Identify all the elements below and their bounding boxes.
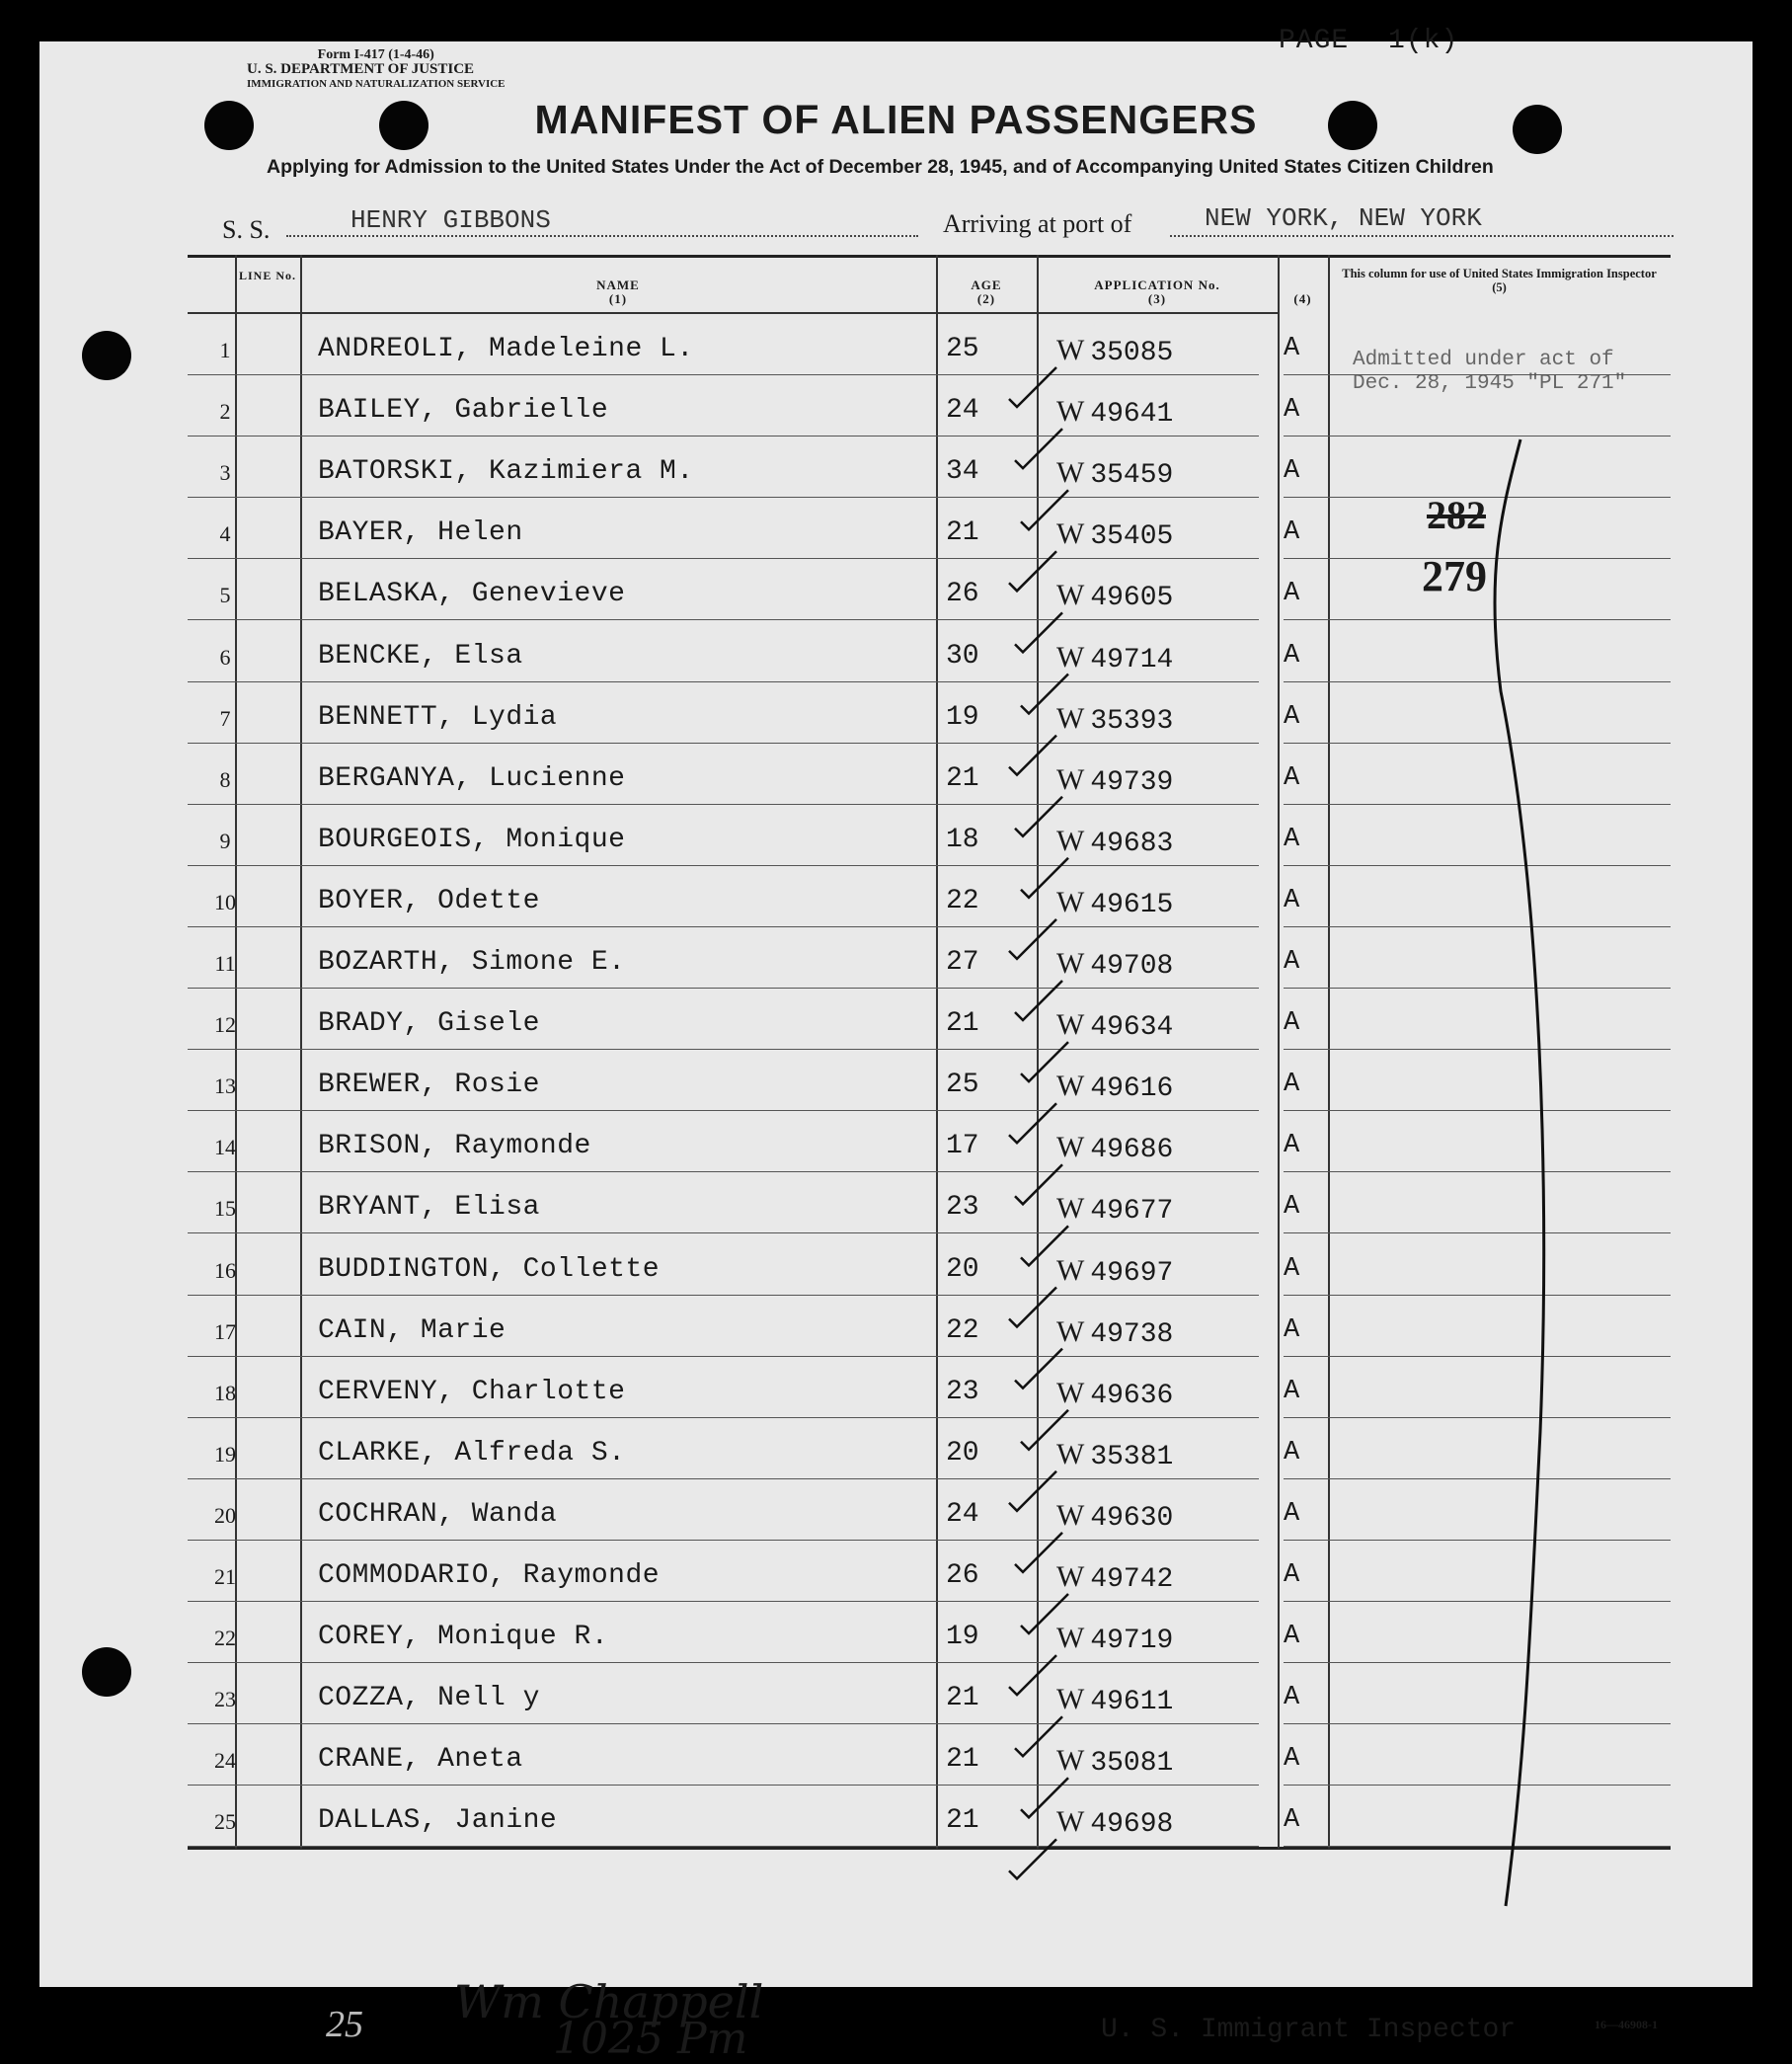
port-dotted-line	[1170, 235, 1674, 237]
passenger-age: 27	[946, 947, 979, 978]
header-col4	[1278, 292, 1328, 306]
passenger-age: 22	[946, 1314, 979, 1346]
application-prefix: W	[1056, 762, 1085, 796]
header-col4-number: (4)	[1293, 291, 1312, 306]
application-number	[1056, 947, 1173, 982]
admission-class: A	[1284, 395, 1300, 426]
application-prefix: W	[1056, 1560, 1085, 1593]
application-digits: 49616	[1090, 1073, 1174, 1105]
passenger-name: COCHRAN, Wanda	[318, 1498, 558, 1530]
page-indicator	[1279, 26, 1458, 56]
admission-class: A	[1284, 456, 1300, 487]
table-row	[188, 1111, 1671, 1172]
line-number: 17	[214, 1318, 236, 1344]
table-row	[188, 1663, 1671, 1724]
table-row	[188, 1479, 1671, 1541]
application-number	[1056, 1377, 1173, 1411]
application-digits: 49630	[1090, 1502, 1174, 1534]
application-prefix: W	[1056, 1498, 1085, 1532]
passenger-name: BRADY, Gisele	[318, 1008, 540, 1040]
faint-mark: 25	[326, 2004, 363, 2045]
line-number: 8	[219, 766, 231, 792]
passenger-age: 22	[946, 885, 979, 916]
port-label: Arriving at port of	[943, 209, 1132, 238]
passenger-age: 21	[946, 762, 979, 794]
table-row	[188, 498, 1671, 559]
application-prefix: W	[1056, 824, 1085, 857]
application-number	[1056, 1622, 1173, 1656]
application-prefix: W	[1056, 579, 1085, 612]
application-digits: 49677	[1090, 1196, 1174, 1228]
passenger-name: COMMODARIO, Raymonde	[318, 1560, 661, 1591]
passenger-name: BOZARTH, Simone E.	[318, 947, 626, 978]
application-prefix: W	[1056, 1253, 1085, 1287]
application-number	[1056, 763, 1173, 798]
line-number: 14	[214, 1135, 236, 1160]
passenger-name: CERVENY, Charlotte	[318, 1376, 626, 1407]
table-row	[188, 1234, 1671, 1296]
admission-class: A	[1284, 517, 1300, 548]
line-number: 6	[219, 644, 231, 670]
application-digits: 49615	[1090, 889, 1174, 920]
application-digits: 49719	[1090, 1626, 1174, 1657]
page-label: PAGE	[1279, 26, 1350, 56]
application-digits: 49683	[1090, 828, 1174, 859]
passenger-count: 279	[1422, 552, 1487, 600]
application-number	[1056, 641, 1173, 675]
application-prefix: W	[1056, 395, 1085, 429]
passenger-age: 17	[946, 1131, 979, 1162]
passenger-age: 21	[946, 1683, 979, 1714]
application-prefix: W	[1056, 947, 1085, 980]
application-number	[1056, 825, 1173, 859]
header-age	[936, 278, 1037, 306]
admission-line1: Admitted under act of	[1353, 349, 1614, 371]
table-row	[188, 621, 1671, 682]
application-number	[1056, 886, 1173, 920]
admission-class: A	[1284, 1131, 1300, 1161]
admission-class: A	[1284, 640, 1300, 671]
passenger-name: COREY, Monique R.	[318, 1622, 609, 1653]
table-row	[188, 375, 1671, 437]
line-number: 25	[214, 1809, 236, 1835]
table-row	[188, 1296, 1671, 1357]
inspector-signature	[454, 1975, 764, 2064]
admission-class: A	[1284, 1192, 1300, 1223]
application-digits: 49611	[1090, 1687, 1174, 1718]
application-number	[1056, 1805, 1173, 1840]
application-number	[1056, 1131, 1173, 1165]
admission-class: A	[1284, 1805, 1300, 1836]
application-number	[1056, 1438, 1173, 1472]
table-row	[188, 559, 1671, 620]
admission-class: A	[1284, 334, 1300, 363]
passenger-age: 20	[946, 1253, 979, 1285]
line-number: 21	[214, 1564, 236, 1589]
admission-class: A	[1284, 1070, 1300, 1100]
line-number: 9	[219, 828, 231, 853]
admission-class: A	[1284, 762, 1300, 793]
application-prefix: W	[1056, 1314, 1085, 1348]
application-prefix: W	[1056, 456, 1085, 490]
application-number	[1056, 395, 1173, 430]
passenger-age: 24	[946, 395, 979, 427]
passenger-age: 20	[946, 1437, 979, 1469]
table-row	[188, 1357, 1671, 1418]
table-row	[188, 805, 1671, 866]
page-subtitle: Applying for Admission to the United States Under the Act of December 28, 1945, and of Accompanying United States Citizen Children	[267, 156, 1494, 178]
passenger-name: BATORSKI, Kazimiera M.	[318, 456, 694, 488]
table-row	[188, 1050, 1671, 1111]
admission-class: A	[1284, 701, 1300, 732]
application-prefix: W	[1056, 1131, 1085, 1164]
line-number: 1	[219, 338, 231, 362]
application-prefix: W	[1056, 1622, 1085, 1655]
admission-class: A	[1284, 579, 1300, 609]
row-rule	[188, 1846, 1259, 1847]
header-inspector-number: (5)	[1492, 280, 1507, 294]
application-digits: 35081	[1090, 1748, 1174, 1780]
header-name	[300, 278, 936, 306]
application-digits: 49697	[1090, 1257, 1174, 1289]
department-name: U. S. DEPARTMENT OF JUSTICE	[247, 61, 475, 77]
ship-dotted-line	[286, 235, 918, 237]
line-number: 11	[214, 951, 236, 976]
passenger-age: 24	[946, 1498, 979, 1530]
inspector-title: U. S. Immigrant Inspector	[1101, 2015, 1517, 2045]
passenger-age: 26	[946, 1560, 979, 1591]
application-digits: 49605	[1090, 583, 1174, 614]
passenger-name: BAYER, Helen	[318, 517, 523, 549]
table-row	[188, 744, 1671, 805]
passenger-name: ANDREOLI, Madeleine L.	[318, 334, 694, 364]
service-name: IMMIGRATION AND NATURALIZATION SERVICE	[247, 78, 506, 90]
passenger-name: BAILEY, Gabrielle	[318, 395, 609, 427]
line-number: 19	[214, 1441, 236, 1467]
application-prefix: W	[1056, 640, 1085, 674]
passenger-name: BELASKA, Genevieve	[318, 579, 626, 610]
application-number	[1056, 517, 1173, 552]
passenger-name: BUDDINGTON, Collette	[318, 1253, 661, 1285]
application-digits: 49636	[1090, 1380, 1174, 1411]
admission-class: A	[1284, 885, 1300, 915]
passenger-name: BOYER, Odette	[318, 885, 540, 916]
passenger-name: CRANE, Aneta	[318, 1744, 523, 1776]
signature-time: 1025 Pm	[553, 2014, 748, 2064]
header-inspector-label: This column for use of United States Immigration Inspector	[1342, 267, 1657, 280]
passenger-name: BREWER, Rosie	[318, 1070, 540, 1101]
table-row	[188, 927, 1671, 989]
punch-hole	[82, 331, 131, 380]
application-prefix: W	[1056, 1376, 1085, 1409]
application-digits: 49738	[1090, 1318, 1174, 1350]
application-prefix: W	[1056, 1070, 1085, 1103]
admission-class: A	[1284, 1744, 1300, 1775]
admission-class: A	[1284, 1314, 1300, 1345]
passenger-age: 25	[946, 1070, 979, 1101]
admission-class: A	[1284, 947, 1300, 977]
form-identifier	[247, 47, 506, 92]
line-number: 4	[219, 521, 231, 547]
row-rule-inspector	[1284, 1846, 1671, 1847]
application-digits: 49634	[1090, 1012, 1174, 1044]
punch-hole	[82, 1647, 131, 1697]
application-digits: 49714	[1090, 644, 1174, 675]
application-number	[1056, 1070, 1173, 1104]
passenger-name: BRYANT, Elisa	[318, 1192, 540, 1224]
admission-class: A	[1284, 1376, 1300, 1406]
passenger-age: 26	[946, 579, 979, 610]
header-application-number: (3)	[1147, 291, 1167, 306]
line-number: 2	[219, 399, 231, 425]
admission-line2: Dec. 28, 1945 "PL 271"	[1353, 372, 1627, 395]
application-digits: 49708	[1090, 951, 1174, 982]
application-number	[1056, 1192, 1173, 1227]
passenger-age: 19	[946, 701, 979, 733]
signature-name: Wm Chappell	[454, 1975, 764, 2028]
application-number	[1056, 1008, 1173, 1043]
application-digits: 35393	[1090, 705, 1174, 737]
application-digits: 35405	[1090, 521, 1174, 553]
line-number: 10	[214, 889, 236, 914]
table-row	[188, 314, 1671, 375]
passenger-name: BERGANYA, Lucienne	[318, 762, 626, 794]
header-name-number: (1)	[608, 291, 628, 306]
application-digits: 35459	[1090, 460, 1174, 492]
line-number: 23	[214, 1687, 236, 1712]
application-number	[1056, 1560, 1173, 1595]
application-number	[1056, 456, 1173, 491]
ship-label: S. S.	[222, 215, 271, 244]
application-digits: 49739	[1090, 766, 1174, 798]
line-number: 22	[214, 1626, 236, 1651]
table-row	[188, 989, 1671, 1050]
application-prefix: W	[1056, 517, 1085, 551]
application-prefix: W	[1056, 701, 1085, 735]
line-number: 5	[219, 583, 231, 608]
passenger-name: CAIN, Marie	[318, 1314, 506, 1346]
application-digits: 49698	[1090, 1809, 1174, 1841]
header-age-label: AGE	[971, 278, 1002, 292]
application-number	[1056, 1254, 1173, 1289]
header-application	[1037, 278, 1278, 306]
table-row	[188, 1172, 1671, 1233]
application-prefix: W	[1056, 334, 1085, 366]
table-bottom-rule	[188, 1847, 1671, 1850]
passenger-name: BENNETT, Lydia	[318, 701, 558, 733]
application-number	[1056, 334, 1173, 368]
application-number	[1056, 702, 1173, 737]
passenger-name: CLARKE, Alfreda S.	[318, 1437, 626, 1469]
application-digits: 49742	[1090, 1564, 1174, 1595]
page-title: MANIFEST OF ALIEN PASSENGERS	[534, 97, 1258, 142]
line-number: 3	[219, 460, 231, 486]
manifest-table	[188, 255, 1671, 1851]
ship-name: HENRY GIBBONS	[351, 205, 551, 235]
passenger-age: 25	[946, 334, 979, 364]
passenger-age: 21	[946, 1008, 979, 1040]
application-prefix: W	[1056, 1744, 1085, 1778]
application-prefix: W	[1056, 1805, 1085, 1839]
passenger-age: 23	[946, 1376, 979, 1407]
table-row	[188, 1418, 1671, 1479]
header-line-no: LINE No.	[238, 269, 296, 282]
form-code: 16—46908-1	[1595, 2018, 1658, 2031]
passenger-age: 19	[946, 1622, 979, 1653]
header-name-label: NAME	[596, 278, 640, 292]
table-row	[188, 682, 1671, 744]
admission-class: A	[1284, 1683, 1300, 1713]
header-age-number: (2)	[976, 291, 996, 306]
passenger-name: DALLAS, Janine	[318, 1805, 558, 1837]
line-number: 24	[214, 1748, 236, 1774]
passenger-age: 21	[946, 1744, 979, 1776]
application-digits: 49641	[1090, 399, 1174, 431]
line-number: 12	[214, 1012, 236, 1038]
port-name: NEW YORK, NEW YORK	[1205, 203, 1482, 233]
table-top-rule	[188, 255, 1671, 258]
passenger-name: BOURGEOIS, Monique	[318, 824, 626, 855]
page-number: 1(k)	[1388, 26, 1459, 56]
table-row	[188, 1724, 1671, 1786]
line-number: 15	[214, 1196, 236, 1222]
passenger-name: BRISON, Raymonde	[318, 1131, 591, 1162]
table-row	[188, 437, 1671, 498]
application-prefix: W	[1056, 1683, 1085, 1716]
header-application-label: APPLICATION No.	[1094, 278, 1220, 292]
application-prefix: W	[1056, 1192, 1085, 1226]
header-inspector	[1328, 267, 1671, 294]
passenger-age: 30	[946, 640, 979, 672]
admission-class: A	[1284, 1560, 1300, 1590]
table-row	[188, 866, 1671, 927]
line-number: 20	[214, 1502, 236, 1528]
application-digits: 49686	[1090, 1135, 1174, 1166]
admission-class: A	[1284, 824, 1300, 854]
application-prefix: W	[1056, 1008, 1085, 1042]
table-row	[188, 1786, 1671, 1847]
line-number: 16	[214, 1257, 236, 1283]
admission-class: A	[1284, 1008, 1300, 1039]
struck-count: 282	[1427, 493, 1486, 537]
application-digits: 35085	[1090, 338, 1174, 368]
form-number: Form I-417 (1-4-46)	[317, 47, 434, 62]
admission-class: A	[1284, 1498, 1300, 1529]
application-prefix: W	[1056, 1437, 1085, 1470]
application-number	[1056, 1683, 1173, 1717]
passenger-age: 21	[946, 1805, 979, 1837]
passenger-age: 23	[946, 1192, 979, 1224]
admission-class: A	[1284, 1253, 1300, 1284]
table-row	[188, 1541, 1671, 1602]
application-number	[1056, 1315, 1173, 1350]
line-number: 18	[214, 1380, 236, 1405]
application-digits: 35381	[1090, 1441, 1174, 1472]
line-number: 13	[214, 1073, 236, 1099]
application-number	[1056, 579, 1173, 613]
admission-class: A	[1284, 1437, 1300, 1468]
table-row	[188, 1602, 1671, 1663]
line-number: 7	[219, 705, 231, 731]
passenger-age: 21	[946, 517, 979, 549]
passenger-name: COZZA, Nell y	[318, 1683, 540, 1714]
application-number	[1056, 1744, 1173, 1779]
passenger-name: BENCKE, Elsa	[318, 640, 523, 672]
application-prefix: W	[1056, 885, 1085, 918]
passenger-age: 34	[946, 456, 979, 488]
admission-class: A	[1284, 1622, 1300, 1652]
passenger-age: 18	[946, 824, 979, 855]
application-number	[1056, 1499, 1173, 1534]
